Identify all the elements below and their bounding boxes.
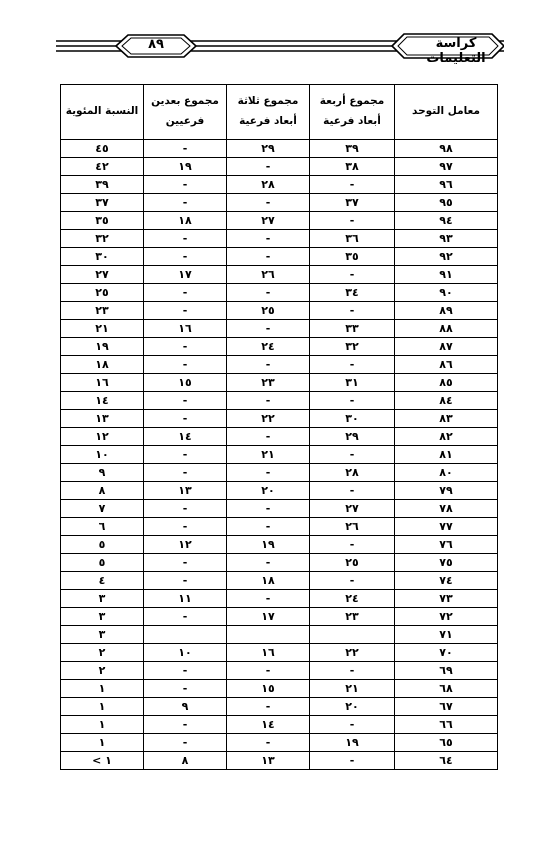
cell-factor: ٨٤ xyxy=(395,392,498,410)
header-two-dims: مجموع بعدين فرعيين xyxy=(144,85,227,140)
cell-percentile: ٧ xyxy=(61,500,144,518)
cell-factor: ٨٧ xyxy=(395,338,498,356)
cell-three-dims: - xyxy=(227,698,310,716)
cell-four-dims: - xyxy=(310,752,395,770)
cell-factor: ٨٨ xyxy=(395,320,498,338)
cell-three-dims: ١٦ xyxy=(227,644,310,662)
cell-four-dims: ٢٩ xyxy=(310,428,395,446)
cell-four-dims: - xyxy=(310,392,395,410)
cell-four-dims: ٢٣ xyxy=(310,608,395,626)
cell-two-dims: ١٨ xyxy=(144,212,227,230)
table-row xyxy=(61,374,498,392)
cell-three-dims: ٢٥ xyxy=(227,302,310,320)
cell-factor: ٧٠ xyxy=(395,644,498,662)
cell-two-dims: ١٠ xyxy=(144,644,227,662)
cell-three-dims: ٢٧ xyxy=(227,212,310,230)
cell-three-dims: - xyxy=(227,392,310,410)
cell-three-dims: ٢٣ xyxy=(227,374,310,392)
norms-table xyxy=(60,84,497,770)
cell-percentile: ٣ xyxy=(61,626,144,644)
cell-two-dims: ١٩ xyxy=(144,158,227,176)
cell-three-dims: - xyxy=(227,248,310,266)
cell-two-dims: - xyxy=(144,446,227,464)
table-row xyxy=(61,554,498,572)
cell-factor: ٩٠ xyxy=(395,284,498,302)
table-row xyxy=(61,140,498,158)
cell-percentile: ٢٧ xyxy=(61,266,144,284)
cell-four-dims: ٢٧ xyxy=(310,500,395,518)
cell-two-dims: - xyxy=(144,608,227,626)
cell-two-dims: - xyxy=(144,338,227,356)
cell-factor: ٩١ xyxy=(395,266,498,284)
cell-two-dims: - xyxy=(144,392,227,410)
cell-factor: ٦٤ xyxy=(395,752,498,770)
cell-three-dims: ١٩ xyxy=(227,536,310,554)
cell-factor: ٩٨ xyxy=(395,140,498,158)
table-row xyxy=(61,212,498,230)
cell-factor: ٩٢ xyxy=(395,248,498,266)
cell-percentile: ٣ xyxy=(61,608,144,626)
cell-percentile: ٣ xyxy=(61,590,144,608)
cell-percentile: ٣٥ xyxy=(61,212,144,230)
cell-factor: ٨٢ xyxy=(395,428,498,446)
cell-four-dims: ٣٧ xyxy=(310,194,395,212)
table-row xyxy=(61,302,498,320)
cell-four-dims: ٣٥ xyxy=(310,248,395,266)
cell-factor: ٧٨ xyxy=(395,500,498,518)
cell-factor: ٩٤ xyxy=(395,212,498,230)
cell-percentile: ١٠ xyxy=(61,446,144,464)
cell-four-dims: ٢٦ xyxy=(310,518,395,536)
cell-three-dims: - xyxy=(227,500,310,518)
cell-four-dims: ٢١ xyxy=(310,680,395,698)
table-row xyxy=(61,590,498,608)
cell-percentile: ٩ xyxy=(61,464,144,482)
cell-percentile: ٣٧ xyxy=(61,194,144,212)
cell-three-dims: ٢٦ xyxy=(227,266,310,284)
cell-percentile: ٤ xyxy=(61,572,144,590)
cell-percentile: ١ xyxy=(61,734,144,752)
cell-three-dims: - xyxy=(227,464,310,482)
cell-percentile: ٦ xyxy=(61,518,144,536)
cell-four-dims: ٣٠ xyxy=(310,410,395,428)
header-three-dims: مجموع ثلاثة أبعاد فرعية xyxy=(227,85,310,140)
cell-two-dims: - xyxy=(144,554,227,572)
cell-four-dims: ٣٩ xyxy=(310,140,395,158)
cell-two-dims: - xyxy=(144,284,227,302)
cell-three-dims xyxy=(227,626,310,644)
table-row xyxy=(61,734,498,752)
cell-two-dims: ١٦ xyxy=(144,320,227,338)
table-row xyxy=(61,626,498,644)
table-row xyxy=(61,572,498,590)
cell-percentile: ١٢ xyxy=(61,428,144,446)
cell-two-dims: ١٥ xyxy=(144,374,227,392)
cell-four-dims: ٣٢ xyxy=(310,338,395,356)
cell-three-dims: ١٥ xyxy=(227,680,310,698)
cell-three-dims: ١٣ xyxy=(227,752,310,770)
cell-two-dims: - xyxy=(144,194,227,212)
cell-four-dims: ٢٤ xyxy=(310,590,395,608)
table-row xyxy=(61,482,498,500)
table-row xyxy=(61,176,498,194)
table-row xyxy=(61,608,498,626)
cell-percentile: ١٨ xyxy=(61,356,144,374)
table-row xyxy=(61,644,498,662)
table-row xyxy=(61,500,498,518)
header-four-dims: مجموع أربعة أبعاد فرعية xyxy=(310,85,395,140)
cell-four-dims: ٣٤ xyxy=(310,284,395,302)
table-row xyxy=(61,248,498,266)
cell-three-dims: - xyxy=(227,356,310,374)
cell-percentile: ١ xyxy=(61,698,144,716)
cell-two-dims: - xyxy=(144,662,227,680)
cell-percentile: ١ > xyxy=(61,752,144,770)
cell-three-dims: - xyxy=(227,734,310,752)
cell-percentile: ٤٥ xyxy=(61,140,144,158)
table-row xyxy=(61,392,498,410)
cell-percentile: ٨ xyxy=(61,482,144,500)
table-row xyxy=(61,680,498,698)
cell-two-dims: ٩ xyxy=(144,698,227,716)
cell-percentile: ١٩ xyxy=(61,338,144,356)
cell-two-dims: - xyxy=(144,248,227,266)
cell-two-dims: ١٧ xyxy=(144,266,227,284)
cell-factor: ٧١ xyxy=(395,626,498,644)
cell-four-dims: - xyxy=(310,572,395,590)
table-row xyxy=(61,752,498,770)
table-row xyxy=(61,446,498,464)
cell-factor: ٦٨ xyxy=(395,680,498,698)
table-row xyxy=(61,266,498,284)
cell-four-dims: - xyxy=(310,212,395,230)
cell-three-dims: ٢٠ xyxy=(227,482,310,500)
cell-four-dims: - xyxy=(310,446,395,464)
cell-factor: ٨٣ xyxy=(395,410,498,428)
cell-factor: ٨١ xyxy=(395,446,498,464)
cell-percentile: ٢١ xyxy=(61,320,144,338)
cell-factor: ٦٥ xyxy=(395,734,498,752)
cell-four-dims: ١٩ xyxy=(310,734,395,752)
table-row xyxy=(61,194,498,212)
cell-four-dims: ٣٨ xyxy=(310,158,395,176)
cell-percentile: ١٣ xyxy=(61,410,144,428)
cell-percentile: ١ xyxy=(61,680,144,698)
cell-three-dims: - xyxy=(227,428,310,446)
header-factor: معامل التوحد xyxy=(395,85,498,140)
cell-two-dims: - xyxy=(144,518,227,536)
cell-four-dims: - xyxy=(310,482,395,500)
cell-three-dims: - xyxy=(227,194,310,212)
cell-three-dims: ٢٩ xyxy=(227,140,310,158)
cell-three-dims: - xyxy=(227,590,310,608)
cell-two-dims: - xyxy=(144,716,227,734)
cell-four-dims: - xyxy=(310,716,395,734)
cell-four-dims: - xyxy=(310,266,395,284)
cell-factor: ٦٦ xyxy=(395,716,498,734)
cell-four-dims: - xyxy=(310,176,395,194)
cell-four-dims xyxy=(310,626,395,644)
table-row xyxy=(61,338,498,356)
page-number: ٨٩ xyxy=(148,37,164,52)
cell-percentile: ١٦ xyxy=(61,374,144,392)
cell-two-dims: - xyxy=(144,302,227,320)
cell-percentile: ٥ xyxy=(61,554,144,572)
cell-three-dims: - xyxy=(227,320,310,338)
table-header-row xyxy=(61,85,498,140)
table-row xyxy=(61,230,498,248)
cell-percentile: ٢٣ xyxy=(61,302,144,320)
cell-percentile: ٣٢ xyxy=(61,230,144,248)
cell-two-dims: - xyxy=(144,140,227,158)
cell-four-dims: ٣١ xyxy=(310,374,395,392)
table-row xyxy=(61,698,498,716)
cell-factor: ٧٧ xyxy=(395,518,498,536)
cell-two-dims: ١٢ xyxy=(144,536,227,554)
cell-two-dims: ١٤ xyxy=(144,428,227,446)
cell-factor: ٧٣ xyxy=(395,590,498,608)
cell-three-dims: - xyxy=(227,554,310,572)
cell-factor: ٦٧ xyxy=(395,698,498,716)
cell-two-dims: - xyxy=(144,176,227,194)
table-row xyxy=(61,410,498,428)
cell-four-dims: - xyxy=(310,302,395,320)
table-row xyxy=(61,536,498,554)
cell-percentile: ٢ xyxy=(61,644,144,662)
cell-percentile: ٣٠ xyxy=(61,248,144,266)
cell-two-dims: ٨ xyxy=(144,752,227,770)
cell-four-dims: - xyxy=(310,536,395,554)
cell-two-dims: - xyxy=(144,230,227,248)
cell-three-dims: - xyxy=(227,518,310,536)
table-row xyxy=(61,284,498,302)
table-row xyxy=(61,356,498,374)
cell-four-dims: ٣٦ xyxy=(310,230,395,248)
cell-two-dims: - xyxy=(144,356,227,374)
cell-factor: ٩٥ xyxy=(395,194,498,212)
cell-two-dims: - xyxy=(144,464,227,482)
cell-four-dims: ٢٥ xyxy=(310,554,395,572)
cell-three-dims: ١٧ xyxy=(227,608,310,626)
cell-three-dims: ٢٢ xyxy=(227,410,310,428)
cell-percentile: ٢ xyxy=(61,662,144,680)
cell-factor: ٩٣ xyxy=(395,230,498,248)
header-percentile: النسبة المئوية xyxy=(61,85,144,140)
table-row xyxy=(61,428,498,446)
cell-three-dims: ٢٨ xyxy=(227,176,310,194)
cell-four-dims: ٢٠ xyxy=(310,698,395,716)
cell-four-dims: - xyxy=(310,662,395,680)
table-row xyxy=(61,716,498,734)
cell-four-dims: ٢٨ xyxy=(310,464,395,482)
cell-three-dims: - xyxy=(227,230,310,248)
cell-four-dims: - xyxy=(310,356,395,374)
cell-factor: ٧٥ xyxy=(395,554,498,572)
cell-two-dims: - xyxy=(144,410,227,428)
cell-three-dims: ١٨ xyxy=(227,572,310,590)
cell-three-dims: ٢٤ xyxy=(227,338,310,356)
cell-percentile: ٢٥ xyxy=(61,284,144,302)
cell-four-dims: ٣٣ xyxy=(310,320,395,338)
cell-two-dims: - xyxy=(144,680,227,698)
booklet-title: كراسة التعليمات xyxy=(426,36,486,66)
cell-two-dims: - xyxy=(144,734,227,752)
cell-factor: ٨٩ xyxy=(395,302,498,320)
cell-factor: ٩٦ xyxy=(395,176,498,194)
cell-factor: ٨٥ xyxy=(395,374,498,392)
cell-factor: ٨٠ xyxy=(395,464,498,482)
cell-factor: ٧٦ xyxy=(395,536,498,554)
table-row xyxy=(61,320,498,338)
cell-three-dims: - xyxy=(227,158,310,176)
cell-percentile: ٤٢ xyxy=(61,158,144,176)
cell-percentile: ١٤ xyxy=(61,392,144,410)
table-row xyxy=(61,662,498,680)
table-row xyxy=(61,158,498,176)
cell-percentile: ٥ xyxy=(61,536,144,554)
cell-factor: ٧٩ xyxy=(395,482,498,500)
cell-three-dims: - xyxy=(227,284,310,302)
table-row xyxy=(61,464,498,482)
cell-three-dims: ١٤ xyxy=(227,716,310,734)
cell-three-dims: ٢١ xyxy=(227,446,310,464)
cell-factor: ٨٦ xyxy=(395,356,498,374)
cell-four-dims: ٢٢ xyxy=(310,644,395,662)
cell-percentile: ١ xyxy=(61,716,144,734)
cell-two-dims: ١١ xyxy=(144,590,227,608)
cell-percentile: ٣٩ xyxy=(61,176,144,194)
cell-two-dims: - xyxy=(144,572,227,590)
cell-three-dims: - xyxy=(227,662,310,680)
table-row xyxy=(61,518,498,536)
table-body xyxy=(61,140,498,770)
cell-two-dims xyxy=(144,626,227,644)
cell-two-dims: - xyxy=(144,500,227,518)
page-header xyxy=(56,30,504,64)
cell-factor: ٦٩ xyxy=(395,662,498,680)
cell-factor: ٧٢ xyxy=(395,608,498,626)
cell-two-dims: ١٣ xyxy=(144,482,227,500)
cell-factor: ٧٤ xyxy=(395,572,498,590)
cell-factor: ٩٧ xyxy=(395,158,498,176)
